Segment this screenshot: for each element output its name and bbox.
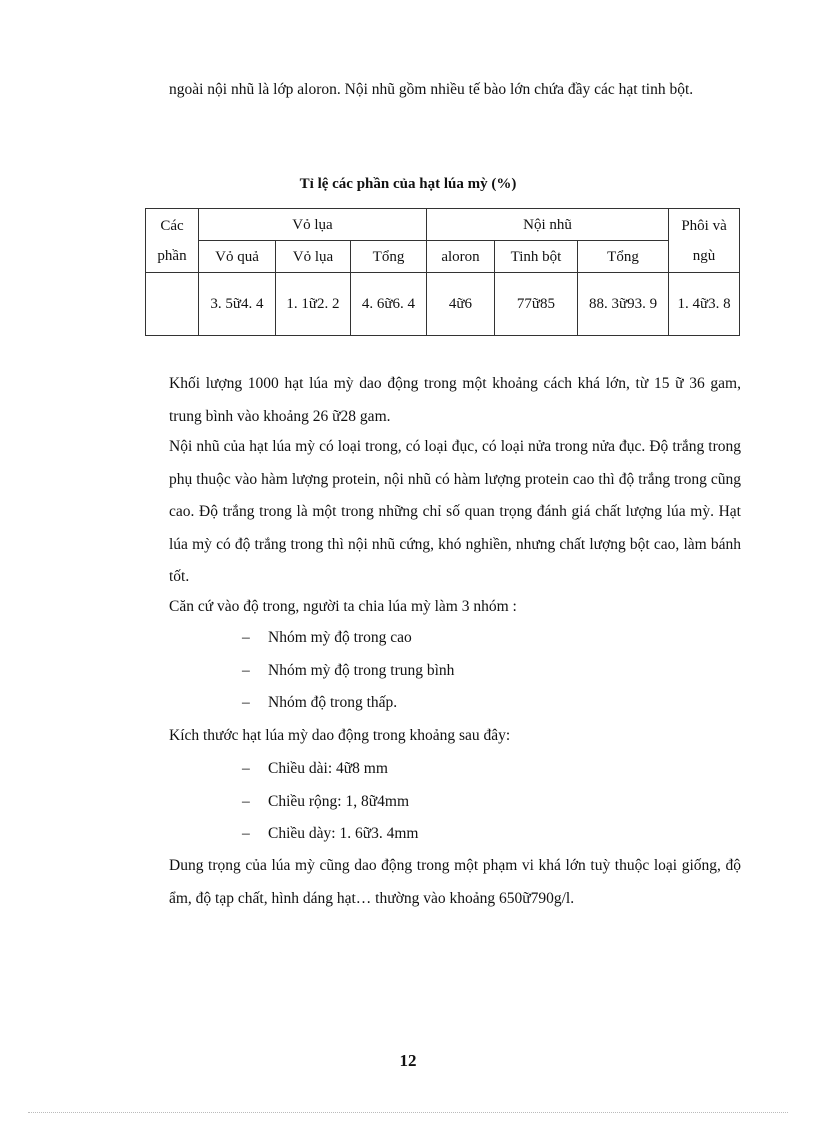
dash-bullet: – (242, 629, 250, 646)
header-endosperm-group: Nội nhũ (427, 209, 669, 241)
header-husk-group: Vỏ lụa (199, 209, 427, 241)
list-item: – Nhóm mỳ độ trong cao (242, 622, 454, 655)
paragraph-groups-intro: Căn cứ vào độ trong, người ta chia lúa mỳ làm 3 nhóm : (169, 598, 517, 615)
subheader-endosperm-total: Tổng (578, 241, 669, 273)
dash-bullet: – (242, 694, 250, 711)
paragraph-endosperm: Nội nhũ của hạt lúa mỳ có loại trong, có loại đục, có loại nửa trong nửa đục. Độ trắng trong phụ thuộc vào hàm lượng protein, nội nhũ có hàm lượng protein cao thì độ trắng trong cũng cao. Độ trắng trong là một trong những chỉ số quan trọng đánh giá chất lượng lúa mỳ. Hạt lúa mỳ có độ trắng trong thì nội nhũ cứng, khó nghiền, nhưng chất lượng bột cao, làm bánh tốt. (169, 438, 741, 585)
value-endosperm-total: 88. 3ữ93. 9 (578, 273, 669, 336)
list-item: – Chiều dày: 1. 6ữ3. 4mm (242, 818, 418, 851)
table-caption: Tỉ lệ các phần của hạt lúa mỳ (%) (299, 176, 517, 192)
list-item: – Nhóm độ trong thấp. (242, 687, 454, 720)
header-parts: Các phần (146, 209, 199, 273)
subheader-seed-coat: Vỏ lụa (276, 241, 351, 273)
paragraph-density: Dung trọng của lúa mỳ cũng dao động trong một phạm vi khá lớn tuỳ thuộc loại giống, độ ẩm, độ tạp chất, hình dáng hạt… thường vào khoảng 650ữ790g/l. (169, 857, 741, 907)
value-pericarp: 3. 5ữ4. 4 (199, 273, 276, 336)
row-label-cell (146, 273, 199, 336)
subheader-aleurone: aloron (427, 241, 495, 273)
subheader-husk-total: Tổng (351, 241, 427, 273)
grain-parts-table (145, 208, 740, 336)
page-number: 12 (399, 1051, 417, 1070)
dash-bullet: – (242, 825, 250, 842)
value-seed-coat: 1. 1ữ2. 2 (276, 273, 351, 336)
value-starch: 77ữ85 (495, 273, 578, 336)
size-list (242, 753, 418, 851)
list-item: – Nhóm mỳ độ trong trung bình (242, 655, 454, 688)
subheader-pericarp: Vỏ quả (199, 241, 276, 273)
list-item: – Chiều dài: 4ữ8 mm (242, 753, 418, 786)
dash-bullet: – (242, 760, 250, 777)
dash-bullet: – (242, 792, 250, 810)
value-husk-total: 4. 6ữ6. 4 (351, 273, 427, 336)
footer-divider (28, 1112, 788, 1113)
list-item: – Chiều rộng: 1, 8ữ4mm (242, 786, 418, 819)
dash-bullet: – (242, 661, 250, 679)
group-list (242, 622, 454, 720)
value-embryo: 1. 4ữ3. 8 (669, 273, 740, 336)
paragraph-weight: Khối lượng 1000 hạt lúa mỳ dao động trong một khoảng cách khá lớn, từ 15 ữ 36 gam, trung bình vào khoảng 26 ữ28 gam. (169, 375, 741, 425)
header-embryo: Phôi và ngù (669, 209, 740, 273)
subheader-starch: Tinh bột (495, 241, 578, 273)
paragraph-size-intro: Kích thước hạt lúa mỳ dao động trong khoảng sau đây: (169, 727, 511, 744)
value-aleurone: 4ữ6 (427, 273, 495, 336)
paragraph-intro: ngoài nội nhũ là lớp aloron. Nội nhũ gồm nhiều tế bào lớn chứa đầy các hạt tinh bột. (169, 81, 694, 98)
